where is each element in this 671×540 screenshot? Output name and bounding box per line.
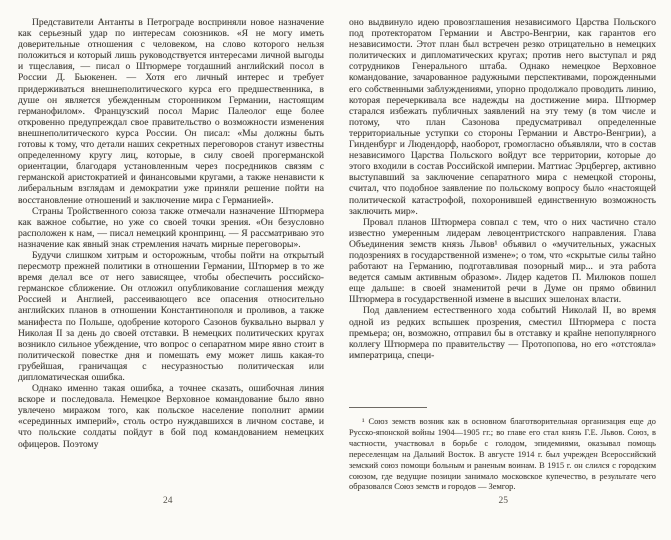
paragraph: Представители Антанты в Петрограде восприняли новое назначение как серьезный удар по интересам союзников. «Я не могу иметь доверительные отношения с человеком, на слово которого нельзя положиться и который лишь руководствуется интересами личной выгоды и тщеславия, — писал о Штюрмере тогдашний английский посол в России Д. Бьюкенен. — Хотя его личный интерес и требует придерживаться внешнеполитического курса его предшественника, в душе он является убежденным сторонником Германии, настоящим германофилом». Французский посол Марис Палеолог еще более откровенно предупреждал свое правительство о возможности изменения внешнеполитического курса России. Он писал: «Мы должны быть готовы к тому, что детали наших секретных переговоров станут известны определенному кругу лиц, которые, в силу своей прогерманской ориентации, благодаря установленным через посредников связям с германской аристократией и финансовыми кругами, а также ненависти к либеральным взглядам и демократии уже приняли решение пойти на восстановление отношений и заключение мира с Германией». — [18, 17, 324, 206]
footnote-block — [349, 407, 656, 493]
footnote-text: ¹ Союз земств возник как в основном благотворительная организация еще до Русско-японской войны 1904—1905 гг.; во главе его стал князь Г.Е. Львов. Союз, в частности, участвовал в борьбе с голодом, эпидемиями, оказывал помощь переселенцам на Дальний Восток. В августе 1914 г. был учрежден Всероссийский земский союз помощи больным и раненым воинам. В 1915 г. он слился с городским союзом, где ведущие позиции занимало московское купечество, в результате чего образовался Союз земств и городов — Земгор. — [349, 417, 656, 492]
paragraph: Под давлением естественного хода событий Николай II, во время одной из редких вспышек прозрения, сместил Штюрмера с поста премьера; он, возможно, отправил бы в отставку и крайне непопулярного коллегу Штюрмера по правительству — Протопопова, но его «отстояла» императрица, специ- — [349, 305, 656, 361]
paragraph: оно выдвинуло идею провозглашения независимого Царства Польского под протекторатом Германии и Австро-Венгрии, как гарантов его независимости. Этот план был встречен резко отрицательно в немецких политических и дипломатических кругах; против него выступал и ряд сотрудников Генерального штаба. Однако немецкое Верховное командование, зачарованное радужными перспективами, порожденными его собственными заблуждениями, упорно продолжало проводить линию, которая перечеркивала все надежды на достижение мира. Штюрмер старался избежать публичных заявлений на эту тему (в том числе и потому, что план Сазонова предусматривал определенные территориальные уступки со стороны Германии и Австро-Венгрии), а Гинденбург и Людендорф, наоборот, громогласно объявляли, что в состав независимого Царства Польского войдут все территории, которые до этого входили в состав Российской империи. Маттиас Эрцбергер, активно выступавший за заключение сепаратного мира с немецкой стороны, считал, что подобное заявление по польскому вопросу было «настоящей политической катастрофой, похоронившей единственную возможность заключить мир». — [349, 17, 656, 217]
paragraph: Провал планов Штюрмера совпал с тем, что о них частично стало известно умеренным лидерам левоцентристского направления. Глава Объединения земств князь Львов¹ объявил о «мучительных, ужасных подозрениях в государственной измене»; о том, что «скрытые силы тайно работают на Германию, подготавливая позорный мир... и эта работа ведется самым активным образом». Лидер кадетов П. Милюков пошел еще дальше: в своей знаменитой речи в Думе он прямо обвинил Штюрмера в государственной измене в высших эшелонах власти. — [349, 216, 656, 306]
page-24-body-text — [18, 17, 324, 450]
paragraph: Будучи слишком хитрым и осторожным, чтобы пойти на открытый пересмотр прежней политики в отношении Германии, Штюрмер в то же время делал все от него зависящее, чтобы обеспечить российско-германское сближение. Он отложил опубликование соглашения между Россией и Англией, рассеивающего все опасения относительно английских планов в отношении Константинополя и проливов, а также манифеста по Польше, одобрение которого Сазонов буквально вырвал у Николая II за день до своей отставки. В немецких политических кругах возникло сильное убеждение, что вопрос о сепаратном мире явно стоит в политической повестке дня и помешать ему может лишь какая-то грубейшая, граничащая с несуразностью политическая или дипломатическая ошибка. — [18, 249, 324, 383]
footnote-divider — [349, 407, 427, 408]
paragraph: Страны Тройственного союза также отмечали назначение Штюрмера как важное событие, но уже со своей точки зрения. «Он безусловно расположен к нам, — писал немецкий кронпринц. — Я рассматриваю это назначение как явный знак стремления начать мирные переговоры». — [18, 205, 324, 250]
page-number-left: 24 — [163, 496, 173, 506]
page-number-right: 25 — [498, 496, 508, 506]
paragraph: Однако именно такая ошибка, а точнее сказать, ошибочная линия вскоре и последовала. Немецкое Верховное командование было явно увлечено миражом того, как польское население пополнит армии «серединных империй», столь остро нуждавшихся в личном составе, и что польские солдаты пойдут в бой под командованием немецких офицеров. Поэтому — [18, 383, 324, 450]
page-25 — [336, 0, 671, 540]
page-25-body-text — [349, 17, 656, 361]
